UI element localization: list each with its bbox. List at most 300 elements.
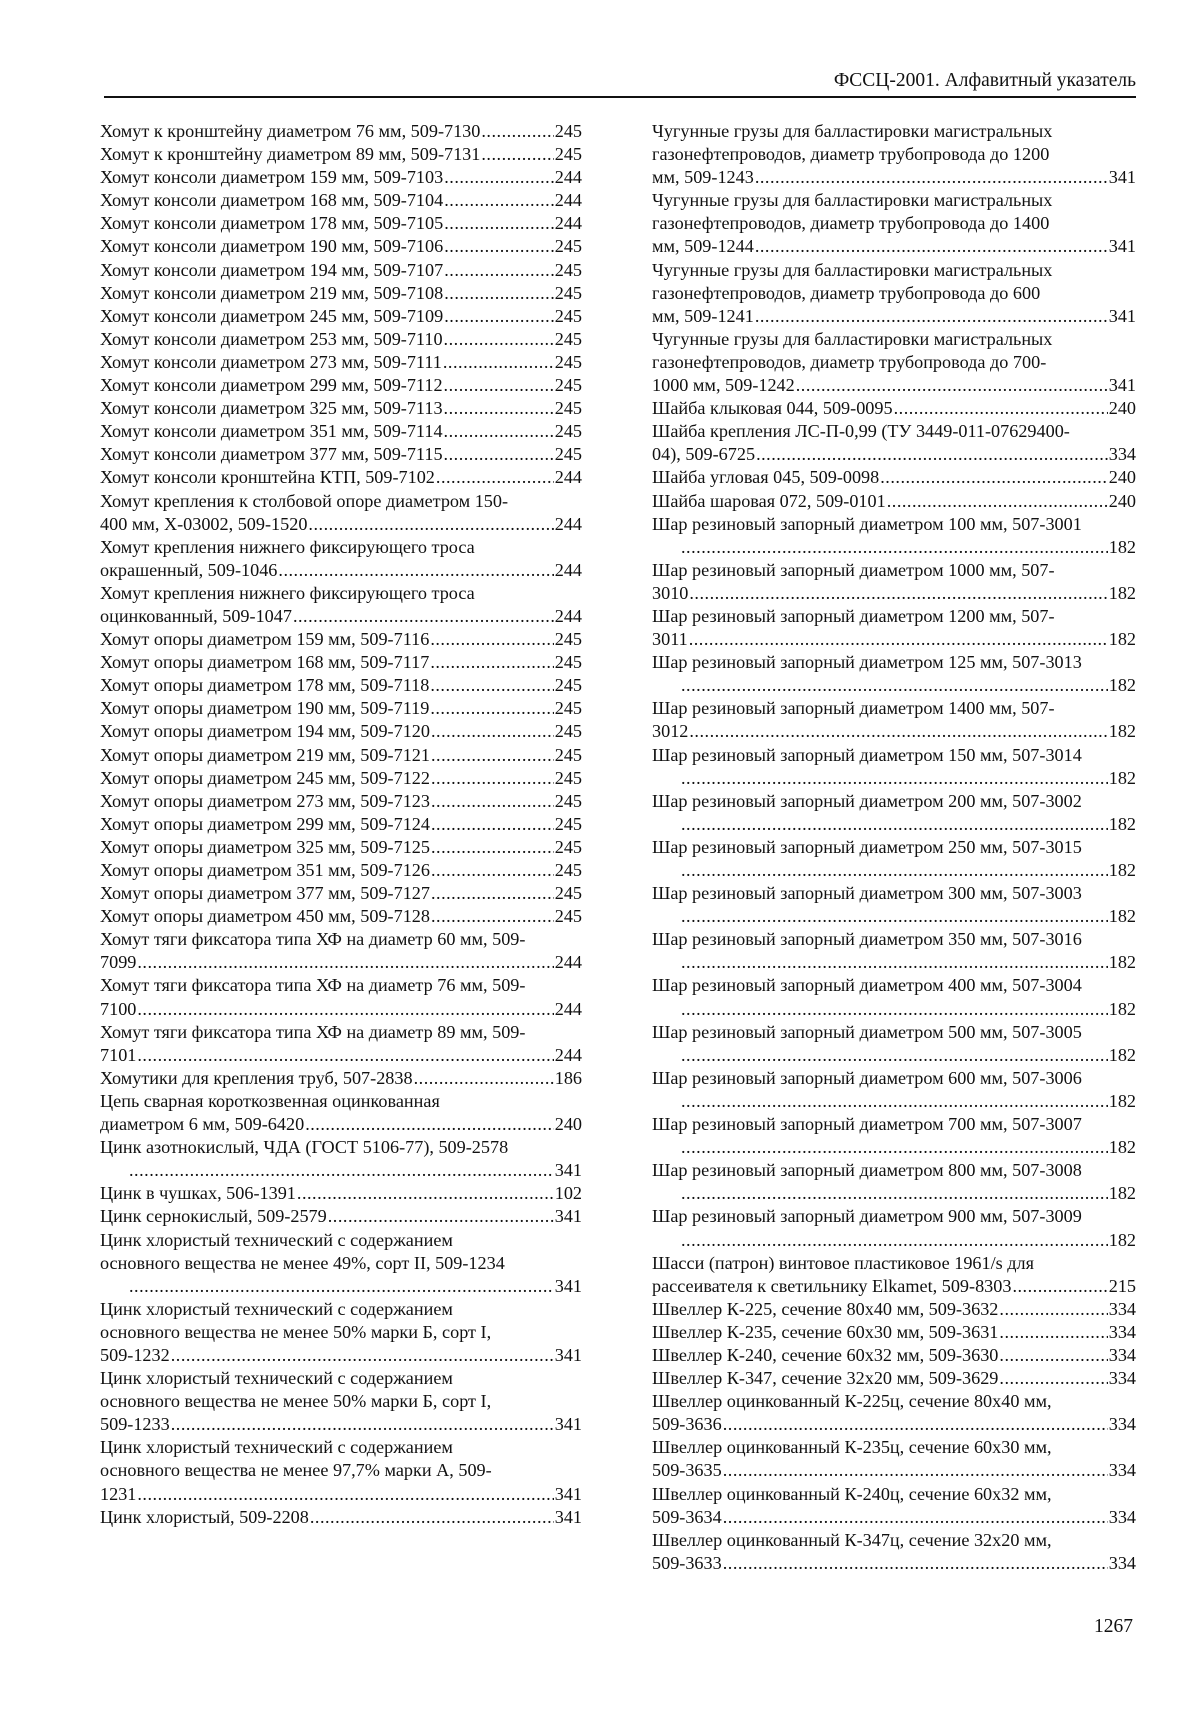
dot-leader [444,189,554,212]
index-entry [100,374,582,397]
index-entry [100,490,582,536]
index-entry-text: Швеллер К-240, сечение 60х32 мм, 509-3630 [652,1344,999,1365]
index-entry-text: Хомут тяги фиксатора типа ХФ на диаметр 89 мм, 509- [100,1021,526,1042]
dot-leader [880,466,1107,489]
index-entry-line [100,1182,582,1205]
index-entry-text: 7100 [100,998,137,1019]
index-entry-page: 182 [1108,675,1136,696]
index-column-right [652,120,1136,1575]
index-entry-line [652,305,1136,328]
dot-leader [723,1413,1108,1436]
dot-leader [689,720,1107,743]
index-entry-line [100,813,582,836]
index-entry-line [100,744,582,767]
index-entry-text: 400 мм, X-03002, 509-1520 [100,513,308,534]
dot-leader [894,397,1108,420]
index-entry-line [100,998,582,1021]
dot-leader [137,951,553,974]
index-entry [652,882,1136,928]
index-entry-line [100,1044,582,1067]
index-entry-text: Шайба клыковая 044, 509-0095 [652,398,893,419]
index-entry-page: 334 [1108,1298,1136,1319]
index-entry-text: оцинкованный, 509-1047 [100,605,292,626]
index-entry [652,928,1136,974]
index-entry-line [652,443,1136,466]
index-entry [652,836,1136,882]
index-entry [652,1298,1136,1321]
dot-leader [481,143,553,166]
index-entry [100,282,582,305]
page-title: ФССЦ-2001. Алфавитный указатель [833,70,1136,91]
index-entry-line [652,490,1136,513]
index-entry-line [100,951,582,974]
index-entry-text: Швеллер оцинкованный К-225ц, сечение 80х40 мм, [652,1391,1052,1412]
index-entry-page: 182 [1108,582,1136,603]
index-entry-line [100,605,582,628]
dot-leader [444,259,554,282]
dot-leader [431,905,554,928]
dot-leader [689,628,1108,651]
index-entry-text: Шасси (патрон) винтовое пластиковое 1961/s для [652,1252,1034,1273]
dot-leader [681,674,1108,697]
index-entry [652,697,1136,743]
index-entry-text: Швеллер оцинкованный К-240ц, сечение 60х32 мм, [652,1483,1052,1504]
index-entry-page: 245 [554,652,582,673]
index-entry [652,1067,1136,1113]
index-entry [652,1159,1136,1205]
index-entry-page: 245 [554,236,582,257]
index-entry-line [680,859,1136,882]
index-entry-text: Хомут консоли кронштейна КТП, 509-7102 [100,467,435,488]
index-entry-text: Шайба шаровая 072, 509-0101 [652,490,886,511]
index-entry-page: 182 [1108,906,1136,927]
dot-leader [681,951,1108,974]
index-entry-line [652,1459,1136,1482]
index-entry-text: Цинк хлористый технический с содержанием [100,1368,453,1389]
index-entry-text: Шар резиновый запорный диаметром 700 мм, 507-3007 [652,1114,1082,1135]
index-entry-page: 245 [554,721,582,742]
index-entry-text: Хомут консоли диаметром 377 мм, 509-7115 [100,444,443,465]
index-entry-text: Хомут опоры диаметром 450 мм, 509-7128 [100,906,430,927]
index-entry-line [680,767,1136,790]
index-entry-page: 244 [554,998,582,1019]
dot-leader [305,1113,554,1136]
index-entry [652,1390,1136,1436]
index-entry-text: 04), 509-6725 [652,444,756,465]
index-entry-page: 245 [554,860,582,880]
dot-leader [999,1321,1107,1344]
index-entry [652,1205,1136,1251]
index-entry-text: 3010 [652,582,689,603]
index-entry [652,189,1136,258]
index-entry-text: Хомут консоли диаметром 219 мм, 509-7108 [100,282,444,303]
index-entry-text: Хомут консоли диаметром 351 мм, 509-7114 [100,421,443,442]
index-entry [100,143,582,166]
index-entry-line [100,559,582,582]
index-entry-line [100,674,582,697]
index-entry-page: 244 [554,605,582,626]
index-entry-line [100,1483,582,1506]
dot-leader [723,1552,1108,1575]
index-entry [100,536,582,582]
dot-leader [887,490,1108,513]
index-entry-line [100,143,582,166]
index-entry [652,790,1136,836]
index-entry-page: 341 [1108,375,1136,396]
dot-leader [756,443,1108,466]
dot-leader [137,998,553,1021]
index-entry-page: 341 [554,1483,582,1504]
index-entry-text: основного вещества не менее 97,7% марки А, 509- [100,1460,492,1481]
index-entry-text: Швеллер оцинкованный К-347ц, сечение 32х20 мм, [652,1529,1052,1550]
dot-leader [444,420,554,443]
dot-leader [431,813,554,836]
index-entry [652,974,1136,1020]
index-entry-text: газонефтепроводов, диаметр трубопровода до 1400 [652,213,1050,234]
index-entry-line [100,166,582,189]
index-entry-line [652,1275,1136,1298]
index-entry-text: 3012 [652,721,689,742]
index-entry-line [680,951,1136,974]
index-entry [100,466,582,489]
dot-leader [444,305,554,328]
index-entry-page: 182 [1108,952,1136,973]
dot-leader [681,813,1108,836]
index-entry-text: мм, 509-1244 [652,236,754,257]
dot-leader [431,882,554,905]
dot-leader [723,1506,1108,1529]
dot-leader [444,374,554,397]
index-entry-page: 244 [554,1044,582,1065]
index-entry-line [100,651,582,674]
index-entry-text: Хомут консоли диаметром 245 мм, 509-7109 [100,305,444,326]
index-entry-text: основного вещества не менее 50% марки Б, сорт I, [100,1321,492,1342]
dot-leader [430,628,553,651]
index-entry-text: 509-3633 [652,1552,722,1573]
index-entry [100,328,582,351]
index-entry [100,767,582,790]
index-entry-page: 245 [554,906,582,927]
index-entry-page: 341 [554,1160,582,1181]
index-entry-text: основного вещества не менее 49%, сорт II, 509-1234 [100,1252,505,1273]
index-entry-page: 244 [554,167,582,188]
index-entry-page: 182 [1108,1090,1136,1111]
index-entry-text: Цепь сварная короткозвенная оцинкованная [100,1090,440,1111]
dot-leader [431,859,554,882]
index-entry-page: 240 [1108,398,1136,419]
dot-leader [129,1275,554,1298]
index-entry-line [100,1413,582,1436]
index-entry-page: 334 [1108,1321,1136,1342]
index-entry-text: Цинк сернокислый, 509-2579 [100,1206,327,1227]
index-entry-text: Хомут опоры диаметром 325 мм, 509-7125 [100,836,430,857]
dot-leader [436,466,554,489]
index-entry-text: Хомут опоры диаметром 273 мм, 509-7123 [100,790,430,811]
index-entry [652,1113,1136,1159]
index-entry-text: Хомут крепления к столбовой опоре диаметром 150- [100,490,509,511]
index-entry-line [680,1182,1136,1205]
index-entry-page: 334 [1108,1368,1136,1389]
index-entry-text: Чугунные грузы для балластировки магистральных [652,328,1053,349]
index-entry-text: Цинк хлористый технический с содержанием [100,1298,453,1319]
dot-leader [171,1413,554,1436]
index-entry-text: Шар резиновый запорный диаметром 200 мм, 507-3002 [652,790,1082,811]
index-entry [652,397,1136,420]
index-entry-text: газонефтепроводов, диаметр трубопровода до 1200 [652,144,1050,165]
index-entry [100,674,582,697]
dot-leader [310,1506,554,1529]
index-entry [652,1483,1136,1529]
dot-leader [297,1182,554,1205]
index-entry-line [100,420,582,443]
index-entry-page: 215 [1108,1275,1136,1296]
index-entry-line [680,998,1136,1021]
index-entry-line [100,513,582,536]
index-entry-text: Шар резиновый запорный диаметром 300 мм, 507-3003 [652,883,1082,904]
index-entry-text: 3011 [652,629,688,650]
index-entry-text: Хомут опоры диаметром 377 мм, 509-7127 [100,883,430,904]
index-entry-text: Шар резиновый запорный диаметром 800 мм, 507-3008 [652,1160,1082,1181]
index-entry [100,628,582,651]
index-entry [652,559,1136,605]
dot-leader [129,1159,554,1182]
index-entry-line [100,374,582,397]
dot-leader [1012,1275,1107,1298]
dot-leader [681,536,1108,559]
dot-leader [681,1182,1108,1205]
index-entry-line [100,1113,582,1136]
index-entry-page: 244 [554,190,582,211]
dot-leader [431,720,554,743]
index-entry-text: Хомут консоли диаметром 178 мм, 509-7105 [100,213,444,234]
index-entry [100,189,582,212]
index-entry-page: 182 [1108,767,1136,788]
index-entry [652,1021,1136,1067]
index-entry [652,466,1136,489]
index-entry-text: диаметром 6 мм, 509-6420 [100,1114,305,1135]
index-entry [652,328,1136,397]
index-entry-line [652,166,1136,189]
index-entry-page: 244 [554,559,582,580]
index-entry-page: 341 [554,1414,582,1435]
index-entry [652,259,1136,328]
index-entry [652,1344,1136,1367]
index-entry-line [100,836,582,859]
dot-leader [171,1344,554,1367]
dot-leader [681,859,1108,882]
index-entry [100,351,582,374]
index-entry-line [652,628,1136,651]
index-entry-text: Цинк хлористый, 509-2208 [100,1506,309,1527]
index-entry-text: Швеллер оцинкованный К-235ц, сечение 60х30 мм, [652,1437,1052,1458]
index-entry-line [128,1159,582,1182]
index-entry [100,259,582,282]
index-entry-page: 182 [1108,860,1136,880]
index-entry-line [100,212,582,235]
index-entry-text: Хомут консоли диаметром 325 мм, 509-7113 [100,398,443,419]
index-entry [100,813,582,836]
dot-leader [681,1090,1108,1113]
index-entry [100,790,582,813]
index-entry-line [100,697,582,720]
index-entry-text: Шайба крепления ЛС-П-0,99 (ТУ 3449-011-07629400- [652,421,1070,442]
index-entry-text: окрашенный, 509-1046 [100,559,278,580]
index-entry-text: 1231 [100,1483,137,1504]
dot-leader [681,998,1108,1021]
index-entry-text: 509-3634 [652,1506,722,1527]
index-entry-line [100,882,582,905]
index-entry [100,397,582,420]
index-entry [100,1298,582,1367]
index-entry-text: Хомут к кронштейну диаметром 89 мм, 509-7131 [100,144,481,165]
dot-leader [681,905,1108,928]
index-entry-text: Хомут консоли диаметром 190 мм, 509-7106 [100,236,444,257]
index-entry-text: Шар резиновый запорный диаметром 1400 мм, 507- [652,698,1055,719]
index-entry-text: Швеллер К-347, сечение 32х20 мм, 509-3629 [652,1368,999,1389]
index-entry-text: 509-3636 [652,1414,722,1435]
index-entry [100,1506,582,1529]
index-entry-text: Шар резиновый запорный диаметром 400 мм, 507-3004 [652,975,1082,996]
index-entry-text: 7099 [100,952,137,973]
dot-leader [444,235,554,258]
index-entry [100,1182,582,1205]
index-entry-page: 245 [554,259,582,280]
index-entry-text: 509-1233 [100,1414,170,1435]
index-entry [100,744,582,767]
index-entry-page: 245 [554,351,582,372]
index-entry-line [652,720,1136,743]
index-entry-text: Швеллер К-235, сечение 60х30 мм, 509-3631 [652,1321,999,1342]
index-entry-text: газонефтепроводов, диаметр трубопровода до 600 [652,282,1041,303]
index-entry-line [680,1044,1136,1067]
index-entry-page: 240 [1108,490,1136,511]
dot-leader [431,744,554,767]
index-entry-line [652,1413,1136,1436]
index-entry-line [100,120,582,143]
index-entry-page: 245 [554,398,582,419]
dot-leader [278,559,553,582]
dot-leader [137,1044,553,1067]
dot-leader [414,1067,554,1090]
index-entry-text: рассеивателя к светильнику Elkamet, 509-8303 [652,1275,1012,1296]
index-entry-text: Хомут консоли диаметром 253 мм, 509-7110 [100,328,443,349]
index-entry-page: 245 [554,698,582,719]
index-entry-page: 334 [1108,1552,1136,1573]
dot-leader [444,166,554,189]
index-entry-line [680,813,1136,836]
dot-leader [755,166,1108,189]
index-entry [100,882,582,905]
index-entry [652,744,1136,790]
index-entry-text: Цинк хлористый технический с содержанием [100,1229,453,1250]
index-entry [100,120,582,143]
index-entry-line [100,328,582,351]
index-entry [100,1436,582,1505]
index-entry-page: 102 [554,1183,582,1204]
index-entry-page: 245 [554,813,582,834]
index-entry-text: 509-1232 [100,1344,170,1365]
index-entry-line [100,1344,582,1367]
dot-leader [430,651,553,674]
index-entry-line [652,1321,1136,1344]
index-entry-line [100,351,582,374]
index-entry-page: 341 [1108,305,1136,326]
dot-leader [430,674,553,697]
index-entry-text: Хомут опоры диаметром 194 мм, 509-7120 [100,721,430,742]
index-entry-text: Шар резиновый запорный диаметром 1200 мм, 507- [652,605,1055,626]
index-entry-line [652,374,1136,397]
index-entry-page: 244 [554,952,582,973]
index-entry-page: 182 [1108,1229,1136,1250]
page-number: 1267 [1094,1616,1133,1637]
index-entry-page: 244 [554,213,582,234]
index-entry-text: Хомут тяги фиксатора типа ХФ на диаметр 76 мм, 509- [100,975,526,996]
dot-leader [481,120,553,143]
index-entry [652,490,1136,513]
index-entry-text: Чугунные грузы для балластировки магистральных [652,259,1053,280]
index-entry-text: Шар резиновый запорный диаметром 500 мм, 507-3005 [652,1021,1082,1042]
index-entry [652,1529,1136,1575]
dot-leader [796,374,1108,397]
index-entry [100,166,582,189]
dot-leader [681,767,1108,790]
index-entry-text: Хомут крепления нижнего фиксирующего троса [100,582,475,603]
dot-leader [328,1205,554,1228]
index-entry-text: Шар резиновый запорный диаметром 150 мм, 507-3014 [652,744,1082,765]
index-entry [100,212,582,235]
index-entry [100,305,582,328]
dot-leader [999,1344,1107,1367]
index-entry-text: Хомут к кронштейну диаметром 76 мм, 509-7130 [100,121,481,141]
index-entry-page: 182 [1108,813,1136,834]
index-entry [100,905,582,928]
index-entry [652,651,1136,697]
index-entry-text: Хомут опоры диаметром 245 мм, 509-7122 [100,767,430,788]
index-entry-line [680,1136,1136,1159]
index-entry-line [100,859,582,882]
index-entry-line [100,189,582,212]
index-entry-line [680,1090,1136,1113]
index-entry-page: 245 [554,767,582,788]
index-column-left [100,120,582,1529]
index-entry [100,443,582,466]
index-entry-page: 341 [554,1206,582,1227]
index-entry-line [100,466,582,489]
index-entry-line [100,1205,582,1228]
index-entry-line [100,397,582,420]
index-entry-line [652,1506,1136,1529]
index-entry-page: 182 [1108,1137,1136,1158]
index-entry-page: 182 [1108,721,1136,742]
index-entry-text: 7101 [100,1044,137,1065]
index-entry-line [100,443,582,466]
index-entry-page: 341 [1108,236,1136,257]
index-entry-page: 245 [554,675,582,696]
dot-leader [137,1483,553,1506]
index-entry [100,1090,582,1136]
index-entry-page: 341 [1108,167,1136,188]
index-entry-page: 186 [554,1067,582,1088]
index-entry-text: Хомут опоры диаметром 159 мм, 509-7116 [100,629,430,650]
index-entry-text: Хомут опоры диаметром 351 мм, 509-7126 [100,860,430,880]
index-entry [100,836,582,859]
index-entry-text: Цинк в чушках, 506-1391 [100,1183,296,1204]
dot-leader [755,305,1108,328]
index-entry-page: 341 [554,1275,582,1296]
index-entry-page: 240 [554,1114,582,1135]
index-entry [652,420,1136,466]
index-entry-text: Хомут консоли диаметром 194 мм, 509-7107 [100,259,444,280]
